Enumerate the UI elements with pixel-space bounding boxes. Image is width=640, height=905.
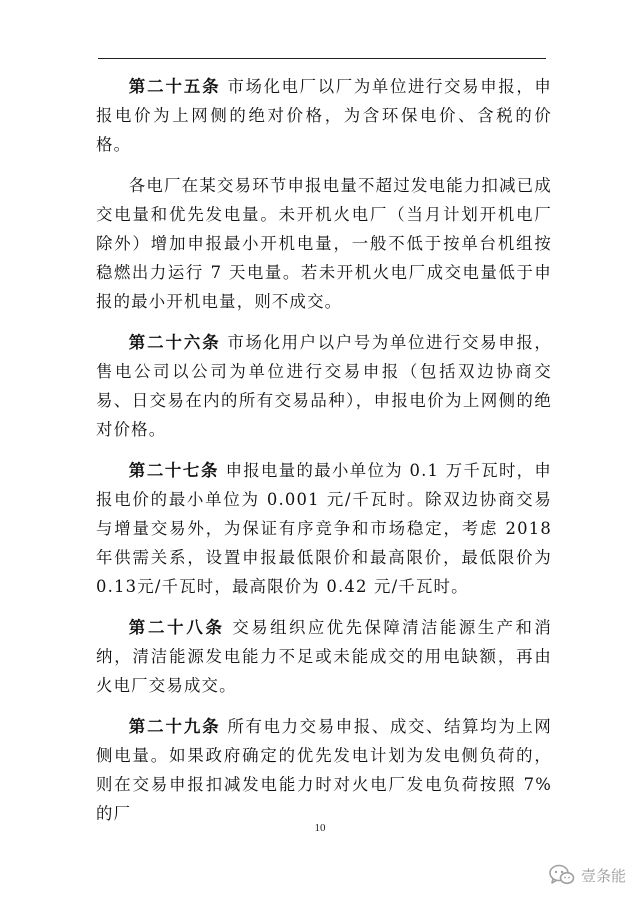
paragraph-article-27 bbox=[96, 456, 552, 601]
article-number: 第二十八条 bbox=[128, 618, 225, 637]
article-number: 第二十九条 bbox=[128, 717, 221, 736]
paragraph-text: 市场化用户以户号为单位进行交易申报，售电公司以公司为单位进行交易申报（包括双边协商交易、日交易在内的所有交易品种），申报电价为上网侧的绝对价格。 bbox=[96, 333, 552, 439]
paragraph-article-29 bbox=[96, 712, 552, 828]
paragraph-text: 各电厂在某交易环节申报电量不超过发电能力扣减已成交电量和优先发电量。未开机火电厂（当月计划开机电厂除外）增加申报最小开机电量，一般不低于按单台机组按稳燃出力运行 7 天电量。若未开机火电厂成交电量低于申报的最小开机电量，则不成交。 bbox=[96, 176, 552, 311]
article-number: 第二十五条 bbox=[128, 77, 221, 96]
wechat-icon bbox=[549, 864, 575, 886]
article-number: 第二十六条 bbox=[128, 333, 221, 352]
paragraph-article-25-continued bbox=[96, 171, 552, 316]
article-number: 第二十七条 bbox=[128, 461, 219, 480]
document-body bbox=[96, 72, 552, 840]
watermark bbox=[549, 864, 626, 886]
paragraph-article-25 bbox=[96, 72, 552, 159]
paragraph-text: 申报电量的最小单位为 0.1 万千瓦时，申报电价的最小单位为 0.001 元/千瓦时。除双边协商交易与增量交易外，为保证有序竞争和市场稳定，考虑 2018 年供需关系，设置申报最低限价和最高限价，最低限价为 0.13元/千瓦时，最高限价为 0.42 元/千瓦时。 bbox=[96, 461, 553, 596]
page-number: 10 bbox=[314, 822, 326, 834]
watermark-text: 壹条能 bbox=[580, 866, 626, 885]
paragraph-text: 交易组织应优先保障清洁能源生产和消纳，清洁能源发电能力不足或未能成交的用电缺额，再由火电厂交易成交。 bbox=[96, 618, 552, 695]
paragraph-text: 所有电力交易申报、成交、结算均为上网侧电量。如果政府确定的优先发电计划为发电侧负荷的，则在交易申报扣减发电能力时对火电厂发电负荷按照 7%的厂 bbox=[96, 717, 552, 823]
header-rule bbox=[98, 58, 546, 59]
paragraph-article-26 bbox=[96, 328, 552, 444]
paragraph-article-28 bbox=[96, 613, 552, 700]
paragraph-text: 市场化电厂以厂为单位进行交易申报，申报电价为上网侧的绝对价格，为含环保电价、含税的价格。 bbox=[96, 77, 552, 154]
